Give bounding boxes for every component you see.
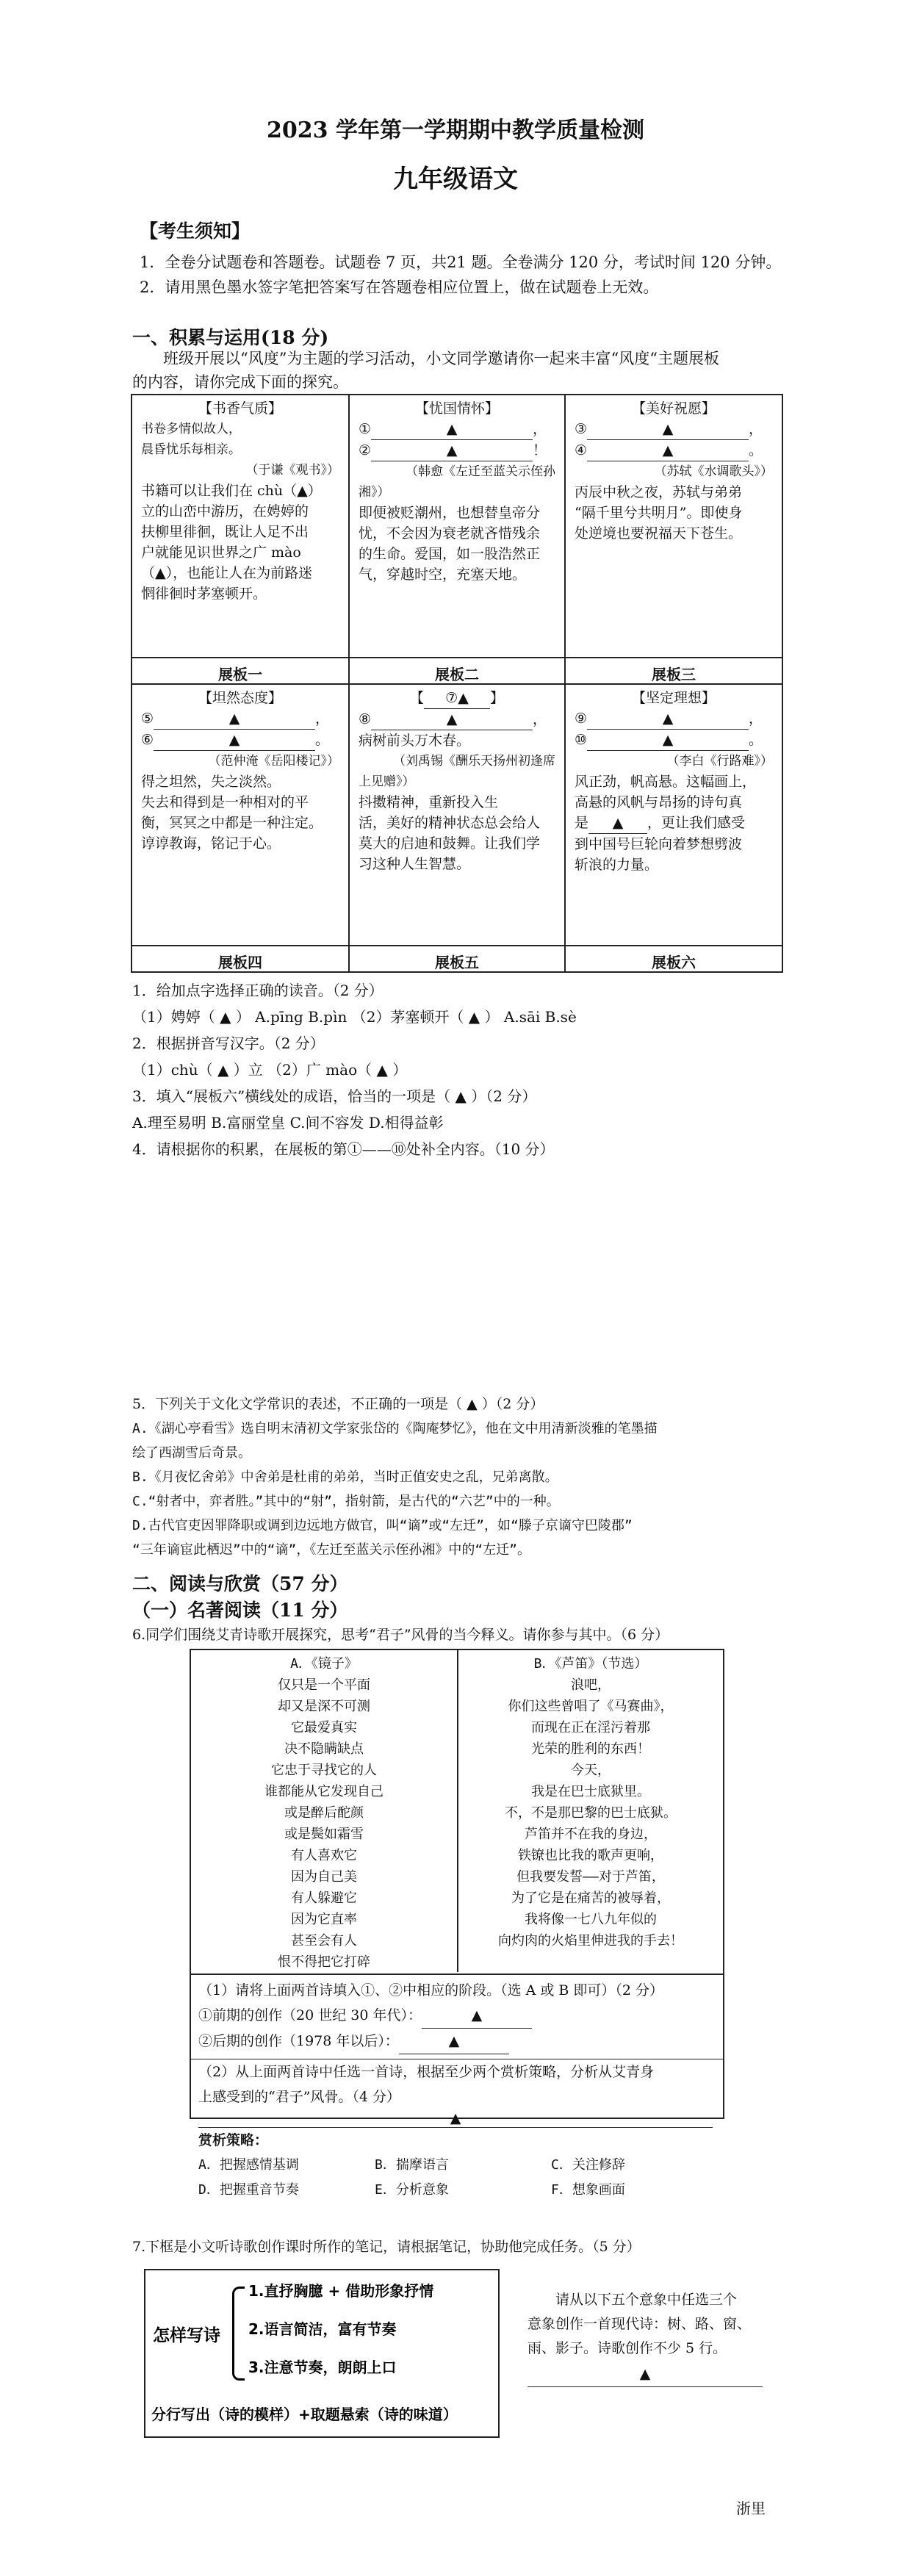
board-1-line: 晨昏忧乐每相亲。 [141, 442, 241, 457]
blank-2: ② ▲ ！ [359, 440, 555, 461]
poem-b-line: 今天， [571, 1763, 611, 1778]
blank-6: ⑥ ▲ 。 [141, 730, 339, 751]
q6-stem: 6.同学们围绕艾青诗歌开展探究，思考“君子”风骨的当今释义。请你参与其中。（6 分） [132, 1627, 669, 1643]
q6-part1-b: ②后期的创作（1978 年以后）： ▲ [198, 2029, 717, 2054]
poem-a-line: 它最爱真实 [291, 1720, 357, 1735]
exam-title: 2023 学年第一学期期中教学质量检测 [267, 118, 644, 143]
q6-box [190, 1649, 724, 2198]
board-2-source: （韩愈《左迁至蓝关示侄孙 [406, 464, 555, 479]
board-1-body: 户就能见识世界之广 mào [141, 544, 301, 561]
board-5-body: 莫大的启迪和鼓舞。让我们学 [359, 835, 541, 852]
notice-item-2: 2．请用黑色墨水签字笔把答案写在答题卷相应位置上，做在试题卷上无效。 [140, 278, 659, 296]
board-5-body: 活，美好的精神状态总会给人 [359, 815, 541, 831]
board-6-body: 到中国号巨轮向着梦想劈波 [575, 836, 743, 852]
board-5-body: 习这种人生智慧。 [359, 856, 471, 872]
board-2-body: 忧，不会因为衰老就吝惜残余 [359, 525, 541, 542]
q6-parts [198, 1978, 717, 2203]
q2-stem: 2．根据拼音写汉字。（2 分） [132, 1035, 325, 1052]
q5-option-b: B.《月夜忆舍弟》中舍弟是杜甫的弟弟，当时正值安史之乱，兄弟离散。 [132, 1469, 558, 1485]
board-5-line: 病树前头万木春。 [359, 733, 471, 749]
q5-option-c: C.“射者中，弈者胜。”其中的“射”，指射箭，是古代的“六艺”中的一种。 [132, 1494, 560, 1509]
board-5-source: （刘禹锡《酬乐天扬州初逢席 [393, 754, 555, 769]
q7-task-line: 雨、影子。诗歌创作不少 5 行。 [527, 2340, 727, 2356]
board-6-label: 展板六 [652, 954, 696, 971]
poem-b-line: 为了它是在痛苦的被辱着， [511, 1890, 670, 1906]
board-5-label: 展板五 [435, 954, 479, 971]
poem-a-line: 却又是深不可测 [278, 1699, 370, 1714]
q6-part1-a: ①前期的创作（20 世纪 30 年代）： ▲ [198, 2003, 717, 2029]
q7-stem: 7.下框是小文听诗歌创作课时所作的笔记，请根据笔记，协助他完成任务。（5 分） [132, 2239, 641, 2255]
strategy-row-1: A．把握感情基调 B．揣摩语言 C．关注修辞 [198, 2157, 625, 2173]
strategy-row-2: D．把握重音节奏 E．分析意象 F．想象画面 [198, 2182, 625, 2198]
q2-options: （1）chù（ ▲ ）立 （2）广 mào（ ▲ ） [132, 1061, 408, 1079]
board-5 [350, 685, 564, 877]
board-2-label: 展板二 [435, 666, 479, 683]
notice-heading: 【考生须知】 [140, 220, 251, 242]
poem-b-line: 而现在正在淫污着那 [531, 1720, 650, 1735]
board-2-header: 【忧国情怀】 [414, 400, 499, 417]
poem-b-line: 铁镣也比我的歌声更响， [518, 1848, 663, 1863]
blank-8: ⑧ ▲ ， [359, 709, 555, 730]
q5 [132, 1392, 779, 1562]
board-1-body: 书籍可以让我们在 chù（▲） [141, 483, 322, 499]
q7-task-line: 意象创作一首现代诗：树、路、窗、 [527, 2316, 752, 2332]
poem-b-title: B．《芦笛》（节选） [533, 1656, 648, 1672]
note-item-2: 2.语言简洁，富有节奏 [248, 2320, 397, 2338]
q7-task-line: 请从以下五个意象中任选三个 [555, 2292, 738, 2308]
board-3-body: 丙辰中秋之夜，苏轼与弟弟 [575, 484, 743, 500]
board-4-label: 展板四 [218, 954, 262, 971]
strategy-label: 赏析策略： [198, 2132, 269, 2148]
blank-5: ⑤ ▲ ， [141, 708, 339, 730]
board-6-source: （李白《行路难》） [666, 754, 773, 769]
q5-option-a: A.《湖心亭看雪》选自明末清初文学家张岱的《陶庵梦忆》，他在文中用清新淡雅的笔墨描 [132, 1421, 658, 1436]
poem-b-line: 你们这些曾唱了《马赛曲》， [508, 1699, 674, 1714]
poem-a-line: 因为自己美 [291, 1869, 357, 1885]
poem-a-line: 甚至会有人 [291, 1933, 357, 1949]
poem-b-line: 浪吧， [571, 1677, 611, 1693]
board-1-body: 立的山峦中游历，在娉婷的 [141, 503, 309, 519]
q3-stem: 3．填入“展板六”横线处的成语，恰当的一项是（ ▲ ）（2 分） [132, 1087, 537, 1105]
q6-answer-line[interactable]: ▲ [198, 2109, 713, 2128]
note-bottom: 分行写出（诗的模样）+取题悬索（诗的味道） [151, 2406, 458, 2423]
note-item-3: 3.注意节奏，朗朗上口 [248, 2359, 397, 2376]
board-2-body: 即便被贬潮州，也想替皇帝分 [359, 505, 541, 521]
poem-a-line: 恨不得把它打碎 [278, 1954, 370, 1970]
poem-a-line: 谁都能从它发现自己 [264, 1784, 384, 1799]
poem-a-line: 或是醉后酡颜 [284, 1805, 364, 1821]
board-5-body: 抖擞精神，重新投入生 [359, 794, 499, 810]
blank-4: ④ ▲ 。 [575, 440, 773, 461]
q7-task [527, 2288, 777, 2387]
board-3-source: （苏轼《水调歌头》） [654, 464, 773, 479]
poem-b-line: 但我要发誓——对于芦笛， [516, 1869, 665, 1885]
board-1-body: 惘徘徊时茅塞顿开。 [141, 586, 267, 602]
board-1-source: （于谦《观书》） [245, 463, 339, 478]
board-5-header: 【 ⑦▲ 】 [359, 688, 555, 709]
poem-a-line: 有人喜欢它 [291, 1848, 357, 1863]
q4-stem: 4．请根据你的积累，在展板的第①——⑩处补全内容。（10 分） [132, 1140, 555, 1158]
board-4-header: 【坦然态度】 [198, 690, 282, 706]
q6-part2-stem: 上感受到的“君子”风骨。（4 分） [198, 2089, 401, 2105]
q1-stem: 1．给加点字选择正确的读音。（2 分） [132, 982, 384, 999]
board-2-source: 湘》） [359, 485, 390, 500]
note-image [144, 2269, 500, 2438]
board-6-header: 【坚定理想】 [631, 690, 716, 706]
poem-a-line: 或是鬓如霜雪 [284, 1827, 364, 1842]
board-4-body: 衡，冥冥之中都是一种注定。 [141, 815, 323, 831]
poem-a-line: 因为它直率 [291, 1912, 357, 1927]
poem-b-line: 我是在巴士底狱里。 [531, 1784, 650, 1799]
board-6-body: 高悬的风帆与昂扬的诗句真 [575, 794, 743, 810]
poem-a-line: 仅只是一个平面 [278, 1677, 370, 1693]
blank-9: ⑨ ▲ ， [575, 708, 773, 730]
poem-b-line: 芦笛并不在我的身边， [525, 1827, 657, 1842]
poem-a-line: 它忠于寻找它的人 [271, 1763, 377, 1778]
poem-a-line: 有人躲避它 [291, 1890, 357, 1906]
poem-a-title: A．《镜子》 [290, 1656, 358, 1672]
board-4-source: （范仲淹《岳阳楼记》） [208, 754, 339, 769]
section2-heading: 二、阅读与欣赏（57 分） [132, 1573, 348, 1594]
board-4-body: 得之坦然，失之淡然。 [141, 774, 281, 790]
intro-line-2: 的内容，请你完成下面的探究。 [132, 373, 348, 391]
board-4-body: 谆谆教诲，铭记于心。 [141, 835, 281, 852]
board-6-body: 风正劲，帆高悬。这幅画上， [575, 774, 757, 790]
poem-b-line: 光荣的胜利的东西！ [531, 1741, 650, 1757]
board-1 [132, 395, 348, 607]
blank-1: ① ▲ ， [359, 419, 555, 440]
q5-stem: 5．下列关于文化文学常识的表述，不正确的一项是（ ▲ ）（2 分） [132, 1396, 544, 1412]
q5-option-d: “三年谪宦此栖迟”中的“谪”，《左迁至蓝关示侄孙湘》中的“左迁”。 [132, 1542, 531, 1558]
board-1-label: 展板一 [218, 666, 262, 683]
subject-title: 九年级语文 [393, 165, 518, 194]
board-3-label: 展板三 [652, 666, 696, 683]
boards-table [131, 394, 783, 973]
section2-sub: （一）名著阅读（11 分） [132, 1600, 348, 1621]
note-item-1: 1.直抒胸臆 + 借助形象抒情 [248, 2282, 434, 2300]
q6-part1-stem: （1）请将上面两首诗填入①、②中相应的阶段。（选 A 或 B 即可）（2 分） [198, 1982, 664, 1998]
section1-heading: 一、积累与运用(18 分) [132, 327, 329, 348]
q5-option-a: 绘了西湖雪后奇景。 [132, 1445, 251, 1461]
notice-item-1: 1．全卷分试题卷和答题卷。试题卷 7 页，共21 题。全卷满分 120 分，考试时间 120 分钟。 [140, 253, 782, 271]
board-2-body: 的生命。爱国，如一股浩然正 [359, 546, 541, 562]
poem-b-line: 向灼肉的火焰里伸进我的手去！ [498, 1933, 683, 1949]
blank-10: ⑩ ▲ 。 [575, 730, 773, 751]
board-4 [132, 685, 348, 857]
board-2-body: 气，穿越时空，充塞天地。 [359, 566, 527, 583]
board-3-body: 处逆境也要祝福天下苍生。 [575, 525, 743, 542]
board-1-body: 扶柳里徘徊，既让人足不出 [141, 524, 309, 540]
board-6-body: 斩浪的力量。 [575, 857, 659, 873]
poem-b-line: 我将像一七八九年似的 [525, 1912, 657, 1927]
board-3 [566, 395, 782, 547]
intro-line-1: 班级开展以“风度”为主题的学习活动，小文同学邀请你一起来丰富“风度“主题展板 [163, 350, 719, 367]
q5-option-d: D.古代官吏因罪降职或调到边远地方做官，叫“谪”或“左迁”，如“滕子京谪守巴陵郡” [132, 1518, 633, 1533]
q3-options: A.理至易明 B.富丽堂皇 C.间不容发 D.相得益彰 [132, 1114, 444, 1132]
footer-mark: 浙里 [736, 2500, 766, 2517]
board-2 [350, 395, 564, 588]
q6-part2-stem: （2）从上面两首诗中任选一首诗，根据至少两个赏析策略，分析从艾青身 [198, 2064, 655, 2080]
q7-answer-line[interactable]: ▲ [527, 2362, 763, 2387]
board-3-body: “隔千里兮共明月”。即使身 [575, 505, 743, 521]
board-4-body: 失去和得到是一种相对的平 [141, 794, 309, 810]
poem-a-line: 决不隐瞒缺点 [284, 1741, 364, 1757]
board-1-header: 【书香气质】 [198, 400, 282, 417]
board-1-line: 书卷多情似故人， [141, 422, 241, 436]
board-5-source: 上见赠》） [359, 774, 415, 789]
poem-b-line: 不，不是那巴黎的巴士底狱。 [505, 1805, 677, 1821]
section1-intro [132, 347, 779, 394]
blank-3: ③ ▲ ， [575, 419, 773, 440]
board-6 [566, 685, 782, 878]
board-3-header: 【美好祝愿】 [631, 400, 716, 417]
note-head: 怎样写诗 [153, 2326, 220, 2345]
poem-a [191, 1653, 457, 1973]
q1-options: （1）娉婷（ ▲ ） A.pīng B.pìn （2）茅塞顿开（ ▲ ） A.sāi B.sè [132, 1008, 577, 1026]
poem-b [458, 1653, 723, 1951]
board-6-body: 是 ▲ ，更让我们感受 [575, 813, 773, 834]
board-1-body: （▲），也能让人在为前路迷 [141, 565, 313, 581]
